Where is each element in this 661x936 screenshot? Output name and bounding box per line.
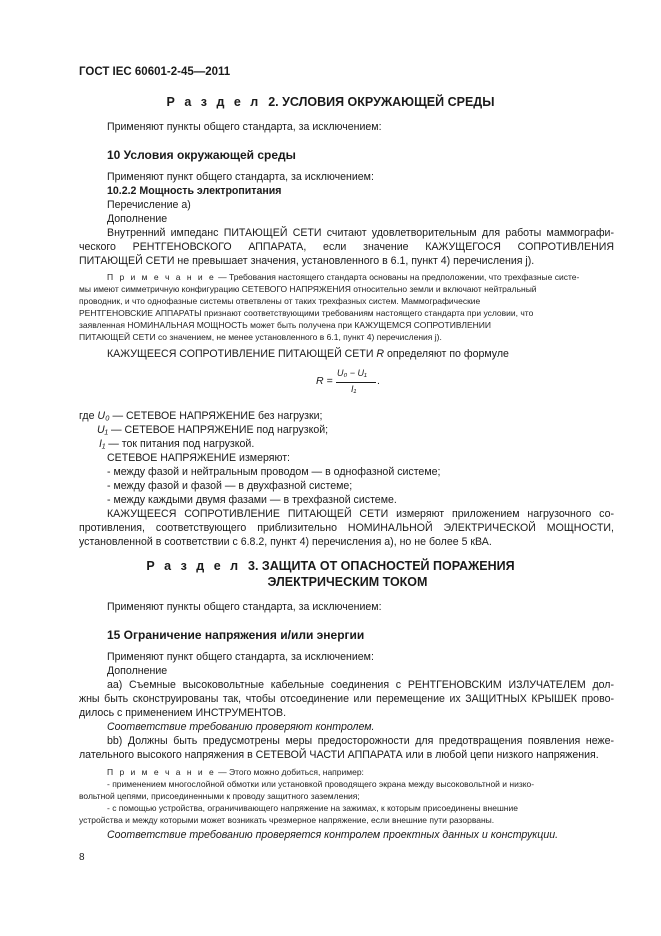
- paragraph-line: аа) Съемные высоковольтные кабельные соединения с РЕНТГЕНОВСКИМ ИЗЛУЧАТЕЛЕМ дол-: [107, 679, 614, 691]
- paragraph-line: установленной в соответствии с 6.8.2, пункт 4) перечисления а), но не более 5 кВА.: [79, 536, 492, 548]
- clause-10-heading: 10 Условия окружающей среды: [107, 148, 296, 162]
- document-header: ГОСТ IEC 60601-2-45—2011: [79, 66, 231, 78]
- formula-period: .: [377, 375, 380, 387]
- compliance-statement: Соответствие требованию проверяют контролем.: [107, 721, 375, 733]
- note-text: — Этого можно добиться, например:: [215, 767, 364, 777]
- note-line: вольтной цепями, присоединенными к проводу защитного заземления;: [79, 791, 360, 801]
- formula-denominator: I₁: [351, 384, 357, 394]
- formula-lhs: R =: [316, 375, 333, 387]
- clause-10-2-2-heading: 10.2.2 Мощность электропитания: [107, 185, 282, 197]
- section-2-title: [0, 95, 661, 109]
- section-title-text: 2. УСЛОВИЯ ОКРУЖАЮЩЕЙ СРЕДЫ: [268, 95, 495, 109]
- definition-line: [97, 424, 328, 436]
- section-title-text: 3. ЗАЩИТА ОТ ОПАСНОСТЕЙ ПОРАЖЕНИЯ: [248, 559, 515, 573]
- paragraph-line: ПИТАЮЩЕЙ СЕТИ не превышает значения, установленного в 6.1, пункт 4) перечисления j).: [79, 255, 535, 267]
- list-item: - между фазой и фазой — в двухфазной системе;: [107, 480, 353, 492]
- paragraph-line: bb) Должны быть предусмотрены меры предосторожности для предотвращения появления неже-: [107, 735, 614, 747]
- definition-text: — ток питания под нагрузкой.: [105, 438, 255, 450]
- formula-intro: [107, 348, 509, 360]
- paragraph-line: КАЖУЩЕЕСЯ СОПРОТИВЛЕНИЕ ПИТАЮЩЕЙ СЕТИ измеряют приложением нагрузочного со-: [107, 508, 614, 520]
- list-item: - между каждыми двумя фазами — в трехфазной системе.: [107, 494, 397, 506]
- formula-variable: R: [376, 348, 385, 360]
- where-word: где: [79, 410, 95, 422]
- note-text: — Требования настоящего стандарта основаны на предположении, что трехфазные систе-: [215, 272, 580, 282]
- paragraph-line: дилось с применением ИНСТРУМЕНТОВ.: [79, 707, 287, 719]
- compliance-statement: Соответствие требованию проверяется контролем проектных данных и конструкции.: [107, 829, 559, 841]
- note-label: П р и м е ч а н и е: [107, 767, 216, 777]
- note-line: РЕНТГЕНОВСКИЕ АППАРАТЫ признают соответствующими требованиям настоящего стандарта при условии, что: [79, 308, 534, 318]
- note-line: мы имеют симметричную конфигурацию СЕТЕВОГО НАПРЯЖЕНИЯ относительно земли и включают нейтральный: [79, 284, 537, 294]
- section-label: Р а з д е л: [166, 95, 262, 109]
- section-3-title: [0, 559, 661, 573]
- definition-text: — СЕТЕВОЕ НАПРЯЖЕНИЕ без нагрузки;: [109, 410, 323, 422]
- section-3-intro: Применяют пункты общего стандарта, за исключением:: [107, 601, 382, 613]
- symbol-u0: U₀: [97, 410, 110, 422]
- page-number: 8: [79, 852, 85, 863]
- symbol-u1: U₁: [97, 424, 108, 436]
- paragraph-line: противления, соответствующего приблизительно НОМИНАЛЬНОЙ ЭЛЕКТРИЧЕСКОЙ МОЩНОСТИ,: [79, 522, 614, 534]
- note-label: П р и м е ч а н и е: [107, 272, 216, 282]
- note-line: заявленная НОМИНАЛЬНАЯ МОЩНОСТЬ может быть получена при КАЖУЩЕМСЯ СОПРОТИВЛЕНИИ: [79, 320, 492, 330]
- section-2-intro: Применяют пункты общего стандарта, за исключением:: [107, 121, 382, 133]
- enumeration-label: Перечисление а): [107, 199, 191, 211]
- addition-label: Дополнение: [107, 213, 168, 225]
- section-label: Р а з д е л: [146, 559, 242, 573]
- note-line: [107, 767, 364, 777]
- formula-intro-end: определяют по формуле: [387, 348, 509, 360]
- formula-intro-text: КАЖУЩЕЕСЯ СОПРОТИВЛЕНИЕ ПИТАЮЩЕЙ СЕТИ: [107, 348, 374, 360]
- definition-line: [79, 410, 323, 422]
- note-line: ПИТАЮЩЕЙ СЕТИ со значением, не менее установленного в 6.1, пункт 4) перечисления j).: [79, 332, 442, 342]
- section-3-title-line-2: ЭЛЕКТРИЧЕСКИМ ТОКОМ: [267, 575, 428, 589]
- paragraph-line: Внутренний импеданс ПИТАЮЩЕЙ СЕТИ считают удовлетворительным для работы маммографи-: [107, 227, 614, 239]
- formula-numerator: U₀ − U₁: [337, 368, 367, 378]
- measure-intro: СЕТЕВОЕ НАПРЯЖЕНИЕ измеряют:: [107, 452, 291, 464]
- addition-label: Дополнение: [107, 665, 168, 677]
- paragraph-line: жны быть сконструированы так, чтобы отсоединение или перемещение их ЗАЩИТНЫХ КРЫШЕК прово-: [79, 693, 614, 705]
- definition-line: [99, 438, 254, 450]
- note-line: [107, 272, 579, 282]
- paragraph-line: лательного высокого напряжения в СЕТЕВОЙ ЧАСТИ АППАРАТА или в любой цепи низкого напряжения.: [79, 749, 599, 761]
- clause-15-heading: 15 Ограничение напряжения и/или энергии: [107, 628, 365, 642]
- fraction-bar: [336, 382, 376, 383]
- clause-15-intro: Применяют пункт общего стандарта, за исключением:: [107, 651, 374, 663]
- note-line: - с помощью устройства, ограничивающего напряжение на зажимах, к которым присоединены внешние: [107, 803, 518, 813]
- definition-text: — СЕТЕВОЕ НАПРЯЖЕНИЕ под нагрузкой;: [108, 424, 329, 436]
- clause-10-intro: Применяют пункт общего стандарта, за исключением:: [107, 171, 374, 183]
- note-line: устройства и между которыми может возникать чрезмерное напряжение, если внешние пути разорваны.: [79, 815, 495, 825]
- list-item: - между фазой и нейтральным проводом — в однофазной системе;: [107, 466, 441, 478]
- note-line: проводник, и что однофазные системы ответвлены от таких трехфазных систем. Маммографические: [79, 296, 481, 306]
- paragraph-line: ческого РЕНТГЕНОВСКОГО АППАРАТА, если значение КАЖУЩЕГОСЯ СОПРОТИВЛЕНИЯ: [79, 241, 614, 253]
- symbol-i1: I₁: [99, 438, 106, 450]
- note-line: - применением многослойной обмотки или установкой проводящего экрана между высоковольтной и низко-: [107, 779, 535, 789]
